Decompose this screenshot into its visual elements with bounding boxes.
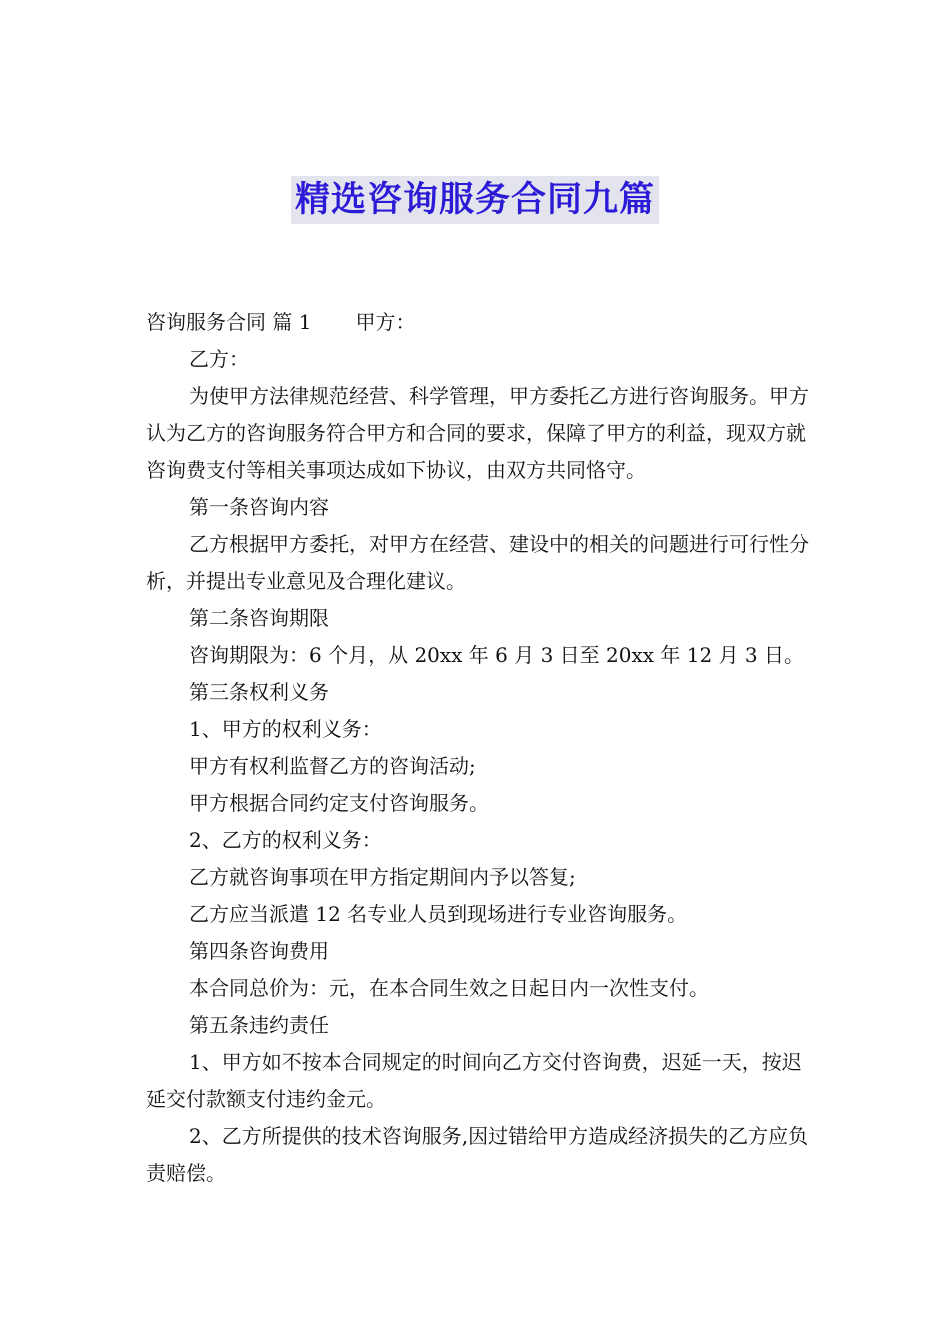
article-2-heading: 第二条咨询期限 [189,606,329,630]
document-title: 精选咨询服务合同九篇 [291,176,659,224]
article-2-text: 咨询期限为：6 个月，从 20xx 年 6 月 3 日至 20xx 年 12 月 3 日。 [189,643,805,667]
document-body [146,304,810,1192]
article-1-text: 乙方根据甲方委托，对甲方在经营、建设中的相关的问题进行可行性分析，并提出专业意见及合理化建议。 [146,532,809,593]
article-5-clause-2: 2、乙方所提供的技术咨询服务,因过错给甲方造成经济损失的乙方应负责赔偿。 [146,1124,809,1185]
article-1-heading: 第一条咨询内容 [189,495,329,519]
article-4-heading: 第四条咨询费用 [189,939,329,963]
party-a-label: 甲方： [355,310,416,334]
party-b-duty-2: 乙方应当派遣 12 名专业人员到现场进行专业咨询服务。 [189,902,688,926]
title-container [0,176,950,224]
contract-heading-line [146,304,810,341]
party-a-duty-2: 甲方根据合同约定支付咨询服务。 [189,791,489,815]
party-b-label: 乙方： [189,347,249,371]
article-5-heading: 第五条违约责任 [189,1013,329,1037]
contract-section-label: 咨询服务合同 篇 1 [146,310,312,334]
party-b-duty-1: 乙方就咨询事项在甲方指定期间内予以答复; [189,865,576,889]
article-5-clause-1: 1、甲方如不按本合同规定的时间向乙方交付咨询费，迟延一天，按迟延交付款额支付违约金元。 [146,1050,802,1111]
party-b-duties-heading: 2、乙方的权利义务： [189,828,382,852]
article-3-heading: 第三条权利义务 [189,680,329,704]
party-a-duties-heading: 1、甲方的权利义务： [189,717,382,741]
party-a-duty-1: 甲方有权利监督乙方的咨询活动; [189,754,476,778]
article-4-text: 本合同总价为：元，在本合同生效之日起日内一次性支付。 [189,976,709,1000]
intro-paragraph: 为使甲方法律规范经营、科学管理，甲方委托乙方进行咨询服务。甲方认为乙方的咨询服务符合甲方和合同的要求，保障了甲方的利益，现双方就咨询费支付等相关事项达成如下协议，由双方共同恪守。 [146,384,809,482]
